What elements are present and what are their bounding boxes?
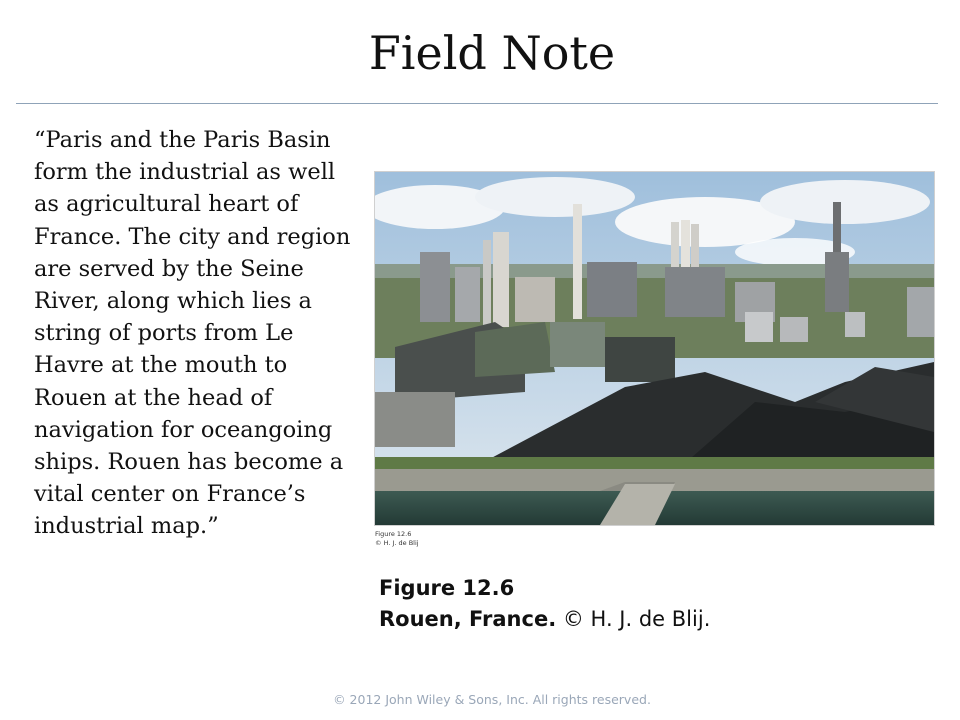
slide-title: Field Note xyxy=(368,26,616,80)
figure-label: Figure 12.6 xyxy=(379,576,515,600)
photo-inset-credit xyxy=(375,530,419,548)
figure-place: Rouen, France. xyxy=(379,607,557,631)
photo-inset-figure: Figure 12.6 xyxy=(375,530,412,538)
copyright-footer: © 2012 John Wiley & Sons, Inc. All rights reserved. xyxy=(333,692,651,707)
title-divider xyxy=(16,103,938,104)
rouen-industrial-photo xyxy=(374,171,935,526)
figure-credit: © H. J. de Blij. xyxy=(556,607,711,631)
photo-inset-author: © H. J. de Blij xyxy=(375,539,419,547)
figure-caption xyxy=(379,573,710,635)
field-note-quote: “Paris and the Paris Basin form the industrial as well as agricultural heart of France. The city and region are served by the Seine River, along which lies a string of ports from Le Havre at the mouth to Rouen at the head of navigation for oceangoing ships. Rouen has become a vital center on France’s industrial map.” xyxy=(34,127,351,540)
